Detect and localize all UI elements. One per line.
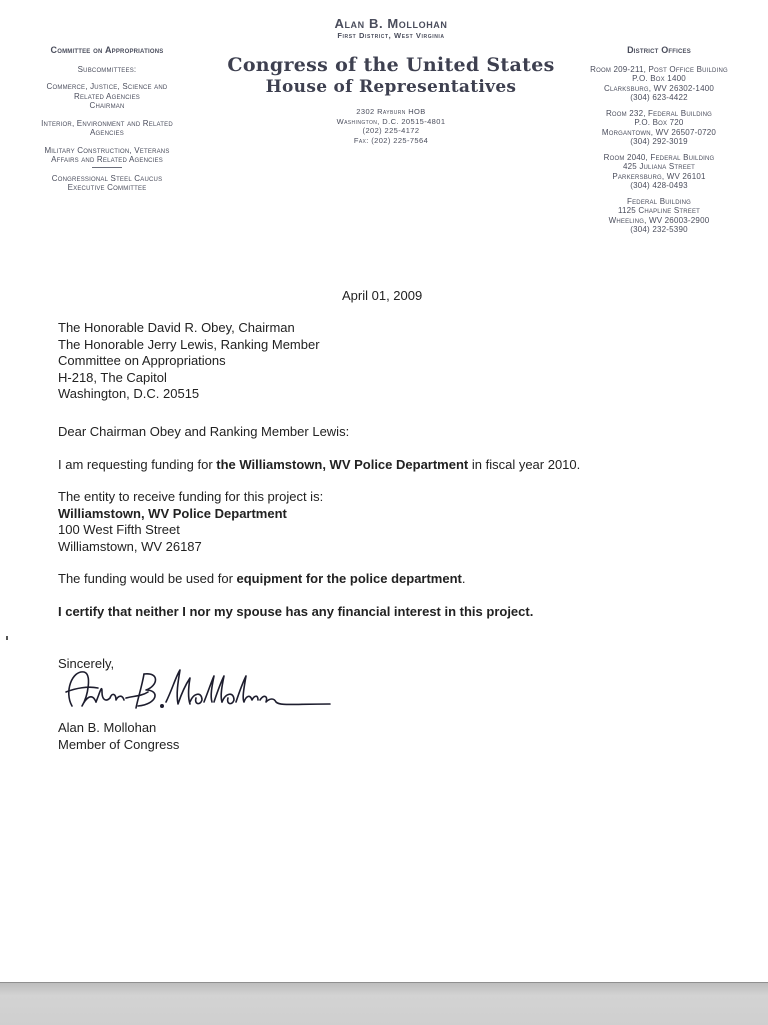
scanner-edge: [0, 982, 768, 1025]
office-2-line-3: Morgantown, WV 26507-0720: [601, 127, 717, 137]
subcommittee-2: [18, 119, 196, 138]
subcommittee-1-line-1: Commerce, Justice, Science and: [46, 82, 168, 91]
office-1-phone: (304) 623-4422: [630, 93, 688, 102]
entity-street: 100 West Fifth Street: [58, 522, 180, 537]
district-offices-title: District Offices: [627, 45, 691, 55]
salutation: Dear Chairman Obey and Ranking Member Lewis:: [58, 424, 350, 439]
use-text: The funding would be used for: [58, 571, 237, 586]
subcommittees-label: Subcommittees:: [77, 64, 137, 74]
entity-name: Williamstown, WV Police Department: [58, 505, 287, 521]
signer-title: Member of Congress: [58, 736, 180, 752]
caucus-line-1: Congressional Steel Caucus: [51, 173, 163, 183]
entity-block: [58, 489, 323, 555]
member-name: Alan B. Mollohan: [334, 16, 448, 31]
addressee-line-4: H-218, The Capitol: [58, 369, 167, 385]
office-2-line-1: Room 232, Federal Building: [605, 108, 713, 118]
office-2-line-2: P.O. Box 720: [634, 118, 684, 127]
subcommittee-3-line-1: Military Construction, Veterans: [44, 145, 170, 155]
letterhead-center: [210, 16, 572, 145]
office-4-line-2: 1125 Chapline Street: [617, 206, 701, 215]
subcommittee-1-line-2: Related Agencies: [74, 91, 140, 101]
addressee-block: [58, 320, 320, 403]
addressee-line-5: Washington, D.C. 20515: [58, 386, 200, 401]
office-3-line-2: 425 Juliana Street: [622, 162, 696, 171]
addressee-line-2: The Honorable Jerry Lewis, Ranking Member: [58, 336, 320, 352]
entity-city: Williamstown, WV 26187: [58, 538, 202, 554]
divider: [92, 167, 122, 168]
subcommittee-3-line-2: Affairs and Related Agencies: [51, 155, 163, 164]
subcommittee-2-line-1: Interior, Environment and Related: [41, 118, 173, 128]
office-morgantown: [555, 109, 763, 147]
steel-caucus: [18, 174, 196, 193]
letterhead-district-offices: [555, 46, 763, 241]
office-clarksburg: [555, 65, 763, 103]
office-4-line-1: Federal Building: [627, 196, 691, 206]
dc-address-line-1: 2302 Rayburn HOB: [356, 107, 426, 116]
letterhead-committees: [18, 46, 196, 201]
use-paragraph: [58, 571, 466, 586]
request-year: in fiscal year 2010.: [468, 457, 581, 472]
certification-statement: I certify that neither I nor my spouse has any financial interest in this project.: [58, 604, 534, 619]
dc-office-address: [210, 107, 572, 145]
addressee-line-1: The Honorable David R. Obey, Chairman: [58, 320, 295, 335]
handwritten-signature: [62, 662, 332, 718]
use-period: .: [461, 571, 466, 586]
closing: Sincerely,: [58, 656, 115, 671]
office-1-line-3: Clarksburg, WV 26302-1400: [603, 83, 715, 93]
signer-block: [58, 720, 179, 753]
entity-intro: The entity to receive funding for this project is:: [58, 489, 324, 504]
dc-phone: (202) 225-4172: [362, 126, 420, 135]
dc-fax: Fax: (202) 225-7564: [353, 135, 429, 145]
office-1-line-1: Room 209-211, Post Office Building: [590, 64, 728, 74]
addressee-line-3: Committee on Appropriations: [58, 353, 226, 368]
office-3-line-1: Room 2040, Federal Building: [603, 152, 715, 162]
office-wheeling: [555, 197, 763, 235]
request-paragraph: [58, 457, 580, 472]
member-district: First District, West Virginia: [337, 31, 445, 40]
committee-name: Committee on Appropriations: [50, 45, 164, 55]
subcommittee-1: [18, 82, 196, 111]
use-purpose: equipment for the police department: [236, 571, 462, 586]
house-heading: House of Representatives: [265, 77, 517, 97]
subcommittee-1-role: Chairman: [89, 101, 125, 110]
caucus-line-2: Executive Committee: [67, 183, 147, 192]
office-2-phone: (304) 292-3019: [630, 137, 688, 146]
scan-artifact: [6, 636, 8, 640]
signer-name: Alan B. Mollohan: [58, 720, 157, 735]
request-text: I am requesting funding for: [58, 457, 217, 472]
subcommittee-2-line-2: Agencies: [90, 128, 124, 137]
letter-date: April 01, 2009: [342, 288, 423, 303]
dc-address-line-2: Washington, D.C. 20515-4801: [336, 116, 446, 126]
request-entity: the Williamstown, WV Police Department: [216, 457, 469, 472]
office-4-line-3: Wheeling, WV 26003-2900: [608, 215, 710, 225]
office-parkersburg: [555, 153, 763, 191]
office-3-line-3: Parkersburg, WV 26101: [612, 171, 706, 181]
office-4-phone: (304) 232-5390: [630, 225, 688, 234]
subcommittee-3: [18, 146, 196, 165]
congress-heading: Congress of the United States: [227, 54, 555, 76]
office-3-phone: (304) 428-0493: [630, 181, 688, 190]
office-1-line-2: P.O. Box 1400: [632, 74, 686, 83]
